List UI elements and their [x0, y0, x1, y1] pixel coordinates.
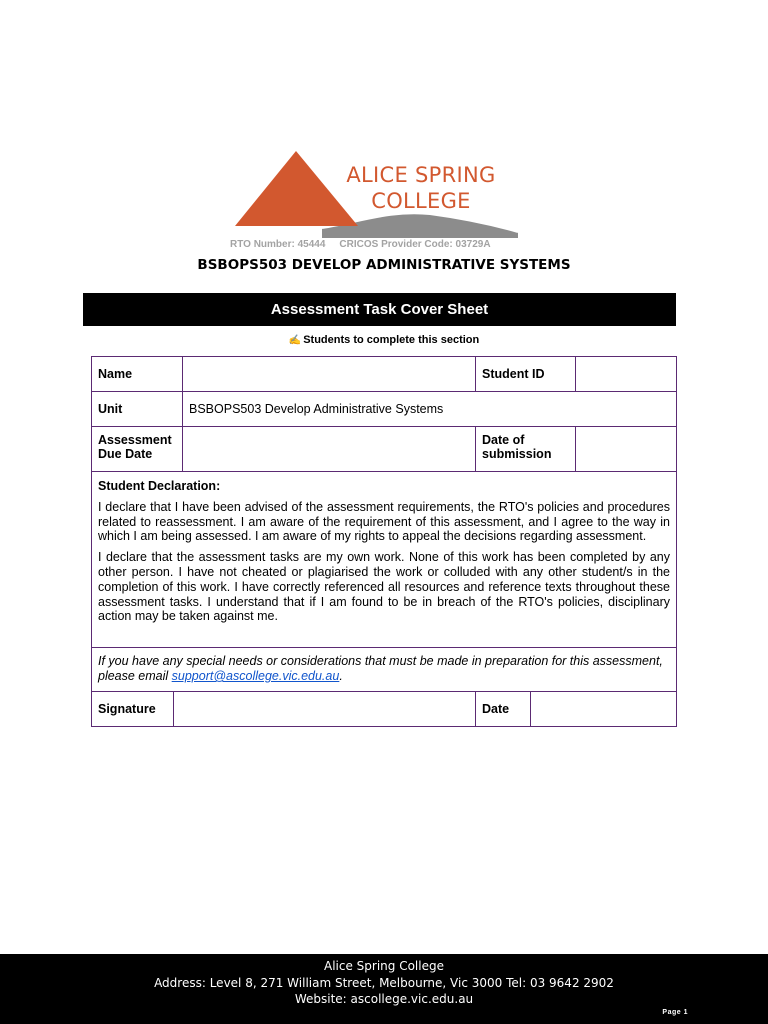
student-id-label: Student ID: [475, 356, 576, 392]
unit-value: BSBOPS503 Develop Administrative Systems: [182, 391, 677, 427]
date-label: Date: [475, 691, 531, 727]
cricos-code: CRICOS Provider Code: 03729A: [339, 239, 491, 250]
footer-address: Address: Level 8, 271 William Street, Melbourne, Vic 3000 Tel: 03 9642 2902: [154, 975, 614, 990]
declaration-paragraph-2: I declare that the assessment tasks are my own work. None of this work has been completed by any other person. I have not cheated or plagiarised the work or colluded with any other student/s in the completion of this work. I have correctly referenced all resources and reference texts throughout these assessment tasks. I understand that if I am found to be in breach of the RTO's policies, disciplinary action may be taken against me.: [98, 550, 670, 624]
footer-website: Website: ascollege.vic.edu.au: [294, 992, 474, 1006]
submission-date-field[interactable]: [575, 426, 677, 472]
submission-date-label: Date of submission: [475, 426, 576, 472]
special-needs-note: [91, 647, 677, 692]
date-field[interactable]: [530, 691, 677, 727]
cover-sheet-banner: Assessment Task Cover Sheet: [83, 293, 676, 326]
declaration-paragraph-1: I declare that I have been advised of the assessment requirements, the RTO's policies and procedures related to reassessment. I am aware of the requirement of this assessment, and I agree to the way in which I am being assessed. I am aware of my rights to appeal the decisions regarding assessment.: [98, 499, 670, 544]
instruction-text: Students to complete this section: [303, 334, 480, 346]
college-name: [336, 162, 506, 214]
instruction-line: [0, 334, 768, 346]
page-number: Page 1: [662, 1009, 688, 1016]
unit-label: Unit: [91, 391, 183, 427]
signature-label: Signature: [91, 691, 174, 727]
college-name-line1: ALICE SPRING: [346, 163, 496, 187]
rto-info: [230, 239, 522, 250]
due-date-label: Assessment Due Date: [91, 426, 183, 472]
college-name-line2: COLLEGE: [371, 189, 471, 213]
page-footer: [0, 954, 768, 1024]
student-declaration: [91, 471, 677, 648]
due-date-field[interactable]: [182, 426, 476, 472]
student-id-field[interactable]: [575, 356, 677, 392]
signature-field[interactable]: [173, 691, 476, 727]
declaration-heading: Student Declaration:: [98, 479, 221, 493]
document-title: BSBOPS503 DEVELOP ADMINISTRATIVE SYSTEMS: [197, 257, 571, 273]
special-needs-end: .: [339, 669, 343, 683]
rto-number: RTO Number: 45444: [230, 239, 326, 250]
pen-icon: ✍: [288, 335, 302, 346]
support-email-link[interactable]: support@ascollege.vic.edu.au: [171, 669, 340, 683]
special-needs-text: If you have any special needs or considerations that must be made in preparation for this assessment, please email: [98, 654, 663, 683]
name-label: Name: [91, 356, 183, 392]
college-logo: [230, 148, 522, 256]
name-field[interactable]: [182, 356, 476, 392]
footer-college: Alice Spring College: [324, 959, 444, 973]
